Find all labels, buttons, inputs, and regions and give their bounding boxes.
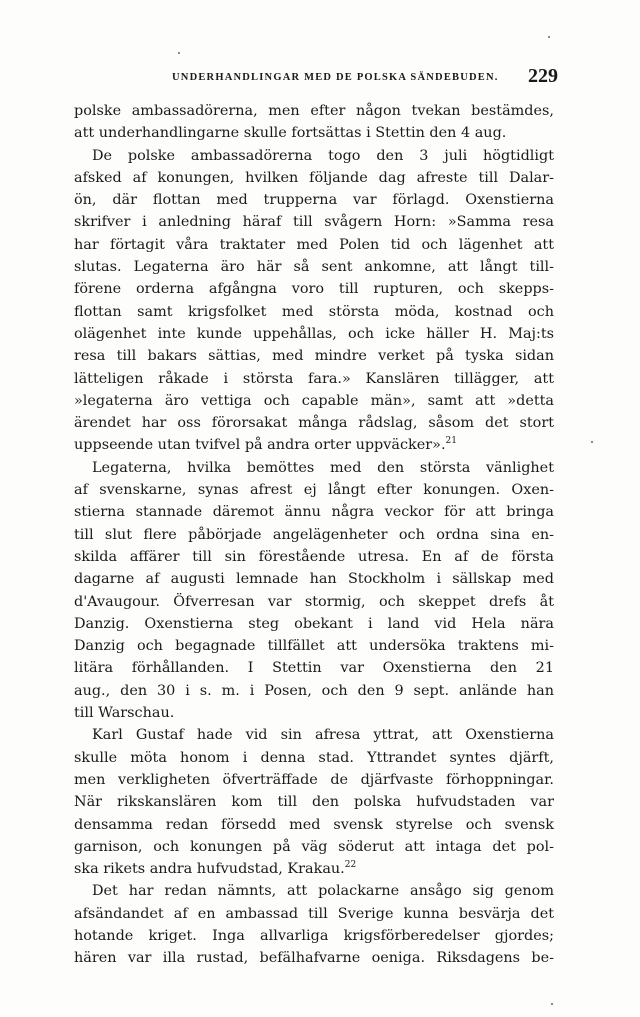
footnote-marker: 22 xyxy=(344,860,357,871)
body-text xyxy=(74,100,554,970)
paragraph-first-line: De polske ambassadörerna togo den 3 juli högtidligt xyxy=(92,147,554,164)
text-line: förene orderna afgångna voro till rupturen, och skepps- xyxy=(74,281,554,298)
text-line: skulle möta honom i denna stad. Yttrandet syntes djärft, xyxy=(74,749,554,766)
text-line: afsked af konungen, hvilken följande dag afreste till Dalar- xyxy=(74,169,554,186)
paragraph-first-line: Det har redan nämnts, att polackarne ansågo sig genom xyxy=(92,883,554,900)
text-line: hotande kriget. Inga allvarliga krigsförberedelser gjordes; xyxy=(74,927,554,944)
text-line: Danzig. Oxenstierna steg obekant i land vid Hela nära xyxy=(74,615,554,632)
text-line: »legaterna äro vettiga och capable män», samt att »detta xyxy=(74,392,554,409)
text-line: af svenskarne, synas afrest ej långt efter konungen. Oxen- xyxy=(74,482,554,499)
text-line: lätteligen råkade i största fara.» Kanslären tillägger, att xyxy=(74,370,554,387)
print-speck xyxy=(548,36,550,38)
text-line: När rikskanslären kom till den polska hufvudstaden var xyxy=(74,794,554,811)
text-line: Danzig och begagnade tillfället att undersöka traktens mi- xyxy=(74,638,554,655)
page-header xyxy=(120,66,558,92)
text-line: till Warschau. xyxy=(74,705,175,722)
page-number: 229 xyxy=(528,65,558,87)
paragraph-first-line: Legaterna, hvilka bemöttes med den största vänlighet xyxy=(92,459,554,476)
text-line: densamma redan försedd med svensk styrelse och svensk xyxy=(74,816,554,833)
text-line: aug., den 30 i s. m. i Posen, och den 9 sept. anlände han xyxy=(74,682,554,699)
text-line: garnison, och konungen på väg söderut att intaga det pol- xyxy=(74,838,554,855)
text-line: ärendet har oss förorsakat många rådslag, såsom det stort xyxy=(74,415,554,432)
text-line: men verkligheten öfverträffade de djärfvaste förhoppningar. xyxy=(74,771,554,788)
text-line: slutas. Legaterna äro här så sent ankomne, att långt till- xyxy=(74,259,554,276)
text-line: skilda affärer till sin förestående utresa. En af de första xyxy=(74,548,554,565)
paragraph-first-line: Karl Gustaf hade vid sin afresa yttrat, att Oxenstierna xyxy=(92,727,554,744)
text-line: dagarne af augusti lemnade han Stockholm i sällskap med xyxy=(74,571,554,588)
text-line: resa till bakars sättias, med mindre verket på tyska sidan xyxy=(74,348,554,365)
text-line: har förtagit våra traktater med Polen tid och lägenhet att xyxy=(74,236,554,253)
text-line: litära förhållanden. I Stettin var Oxenstierna den 21 xyxy=(74,660,554,677)
text-line: att underhandlingarne skulle fortsättas i Stettin den 4 aug. xyxy=(74,125,507,142)
running-head: UNDERHANDLINGAR MED DE POLSKA SÄNDEBUDEN. xyxy=(172,72,499,83)
text-line: ön, där flottan med trupperna var förlagd. Oxenstierna xyxy=(74,192,554,209)
text-line: polske ambassadörerna, men efter någon tvekan bestämdes, xyxy=(74,103,554,119)
text-line: till slut flere påbörjade angelägenheter och ordna sina en- xyxy=(74,526,554,543)
text-line: ska rikets andra hufvudstad, Krakau.$^{22}$ xyxy=(74,860,357,878)
text-line: stierna stannade däremot ännu några veckor för att bringa xyxy=(74,504,554,521)
text-line: uppseende utan tvifvel på andra orter uppväcker».$^{21}$ xyxy=(74,436,457,454)
text-line: flottan samt krigsfolket med största möda, kostnad och xyxy=(74,303,554,320)
text-line: d'Avaugour. Öfverresan var stormig, och skeppet drefs åt xyxy=(74,593,554,610)
print-speck xyxy=(591,441,593,443)
text-line: skrifver i anledning häraf till svågern Horn: »Samma resa xyxy=(74,214,554,231)
print-speck xyxy=(551,1003,553,1005)
text-line: olägenhet inte kunde uppehållas, och icke häller H. Maj:ts xyxy=(74,325,554,342)
text-line: afsändandet af en ambassad till Sverige kunna besvärja det xyxy=(74,905,554,922)
footnote-marker: 21 xyxy=(445,436,457,447)
text-line: hären var illa rustad, befälhafvarne oeniga. Riksdagens be- xyxy=(74,950,554,967)
print-speck xyxy=(178,52,180,54)
